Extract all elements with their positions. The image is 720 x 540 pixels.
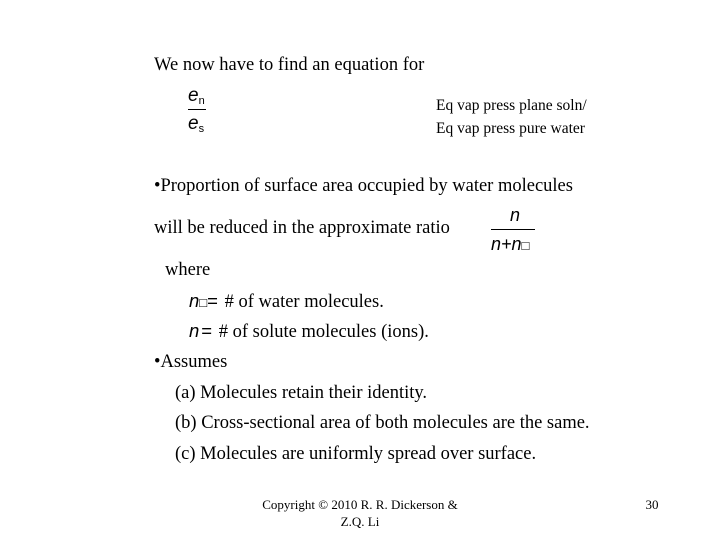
definition-solute xyxy=(189,320,429,343)
page-number: 30 xyxy=(645,497,659,512)
ratio-denominator xyxy=(188,114,204,139)
ratio-numerator-base: e xyxy=(188,85,199,106)
definition-water-equals: = xyxy=(207,290,218,311)
assumption-c: (c) Molecules are uniformly spread over surface. xyxy=(175,444,537,464)
definition-water xyxy=(189,290,384,314)
bullet-proportion-line-2: will be reduced in the approximate ratio xyxy=(154,218,450,238)
assumption-b: (b) Cross-sectional area of both molecules are the same. xyxy=(175,413,590,433)
ratio-denominator-sub: s xyxy=(198,123,205,135)
ratio-numerator xyxy=(188,86,205,111)
ratio-fraction-numerator: n xyxy=(509,205,520,225)
definition-solute-symbol: n xyxy=(189,320,200,341)
missing-glyph-box: □ xyxy=(521,238,530,253)
definition-solute-equals: = xyxy=(201,320,213,341)
bullet-proportion-line-1: •Proportion of surface area occupied by water molecules xyxy=(154,176,573,196)
ratio-fraction-line xyxy=(491,229,535,230)
ratio-fraction-bar xyxy=(188,109,206,110)
footer-copyright-line-2: Z.Q. Li xyxy=(340,514,380,529)
ratio-fraction-denominator xyxy=(491,234,529,256)
definition-water-text: # of water molecules. xyxy=(224,292,384,312)
missing-glyph-box: □ xyxy=(199,295,208,310)
footer-copyright xyxy=(240,496,480,530)
bullet-assumes: •Assumes xyxy=(154,352,228,372)
ratio-numerator-sub: n xyxy=(198,95,205,107)
note-line-1: Eq vap press plane soln/ xyxy=(436,97,587,114)
definition-water-symbol: n xyxy=(189,290,200,311)
intro-text: We now have to find an equation for xyxy=(154,55,425,75)
footer-copyright-line-1: Copyright © 2010 R. R. Dickerson & xyxy=(262,497,458,512)
assumption-a: (a) Molecules retain their identity. xyxy=(175,383,428,403)
where-label: where xyxy=(165,260,211,280)
note-line-2: Eq vap press pure water xyxy=(436,120,585,137)
ratio-fraction-denominator-text: n+n xyxy=(491,234,522,254)
ratio-denominator-base: e xyxy=(188,113,199,134)
definition-solute-text: # of solute molecules (ions). xyxy=(218,322,429,342)
